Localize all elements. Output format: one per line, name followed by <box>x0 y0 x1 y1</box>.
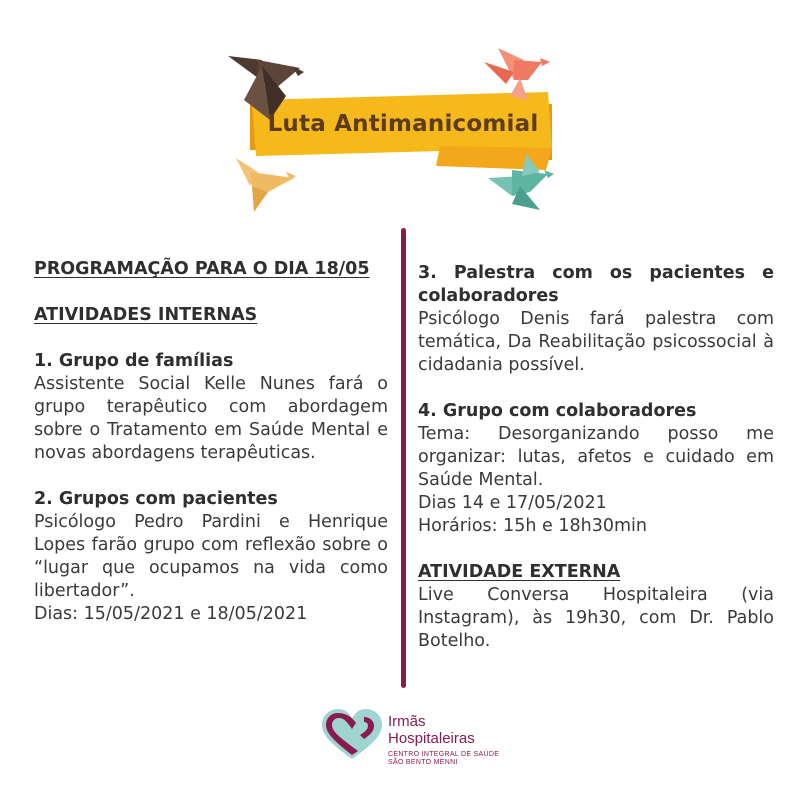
bird-gold-icon <box>236 158 296 212</box>
logo-sub-line1: CENTRO INTEGRAL DE SAÚDE <box>388 751 500 758</box>
left-column <box>34 258 388 626</box>
section-4-title: 4. Grupo com colaboradores <box>418 401 697 421</box>
column-divider <box>401 228 406 688</box>
banner-title: Luta Antimanicomial <box>267 111 539 137</box>
logo-subtitle <box>388 751 499 767</box>
section-2-dias: Dias: 15/05/2021 e 18/05/2021 <box>34 604 308 624</box>
section-2-title: 2. Grupos com pacientes <box>34 489 278 509</box>
section-1-title: 1. Grupo de famílias <box>34 351 234 371</box>
section-2-body: Psicólogo Pedro Pardini e Henrique Lopes farão grupo com reflexão sobre o “lugar que ocupamos na vida como libertador”. <box>34 512 388 601</box>
section-1-body: Assistente Social Kelle Nunes fará o grupo terapêutico com abordagem sobre o Tratamento em Saúde Mental e novas abordagens terapêuticas. <box>34 374 388 463</box>
section-3-body: Psicólogo Denis fará palestra com temática, Da Reabilitação psicossocial à cidadania possível. <box>418 309 774 375</box>
logo-name-line1: Irmãs <box>388 713 426 730</box>
logo-sub-line2: SÃO BENTO MENNI <box>388 759 458 766</box>
bird-coral-icon <box>484 48 550 100</box>
section-4-dias: Dias 14 e 17/05/2021 <box>418 493 607 513</box>
heart-logo-icon <box>318 705 388 765</box>
section-4-horarios: Horários: 15h e 18h30min <box>418 516 648 536</box>
atividades-internas-heading: ATIVIDADES INTERNAS <box>34 305 258 325</box>
logo-name-line2: Hospitaleiras <box>388 730 475 747</box>
logo-name <box>388 713 475 747</box>
atividade-externa-body: Live Conversa Hospitaleira (via Instagram), às 19h30, com Dr. Pablo Botelho. <box>418 585 774 651</box>
section-4-body: Tema: Desorganizando posso me organizar: lutas, afetos e cuidado em Saúde Mental. <box>418 424 774 490</box>
right-column <box>418 262 774 653</box>
irmas-hospitaleiras-logo <box>318 705 508 767</box>
programacao-heading: PROGRAMAÇÃO PARA O DIA 18/05 <box>34 259 370 279</box>
section-3-title: 3. Palestra com os pacientes e colaboradores <box>418 263 774 306</box>
atividade-externa-heading: ATIVIDADE EXTERNA <box>418 562 621 582</box>
